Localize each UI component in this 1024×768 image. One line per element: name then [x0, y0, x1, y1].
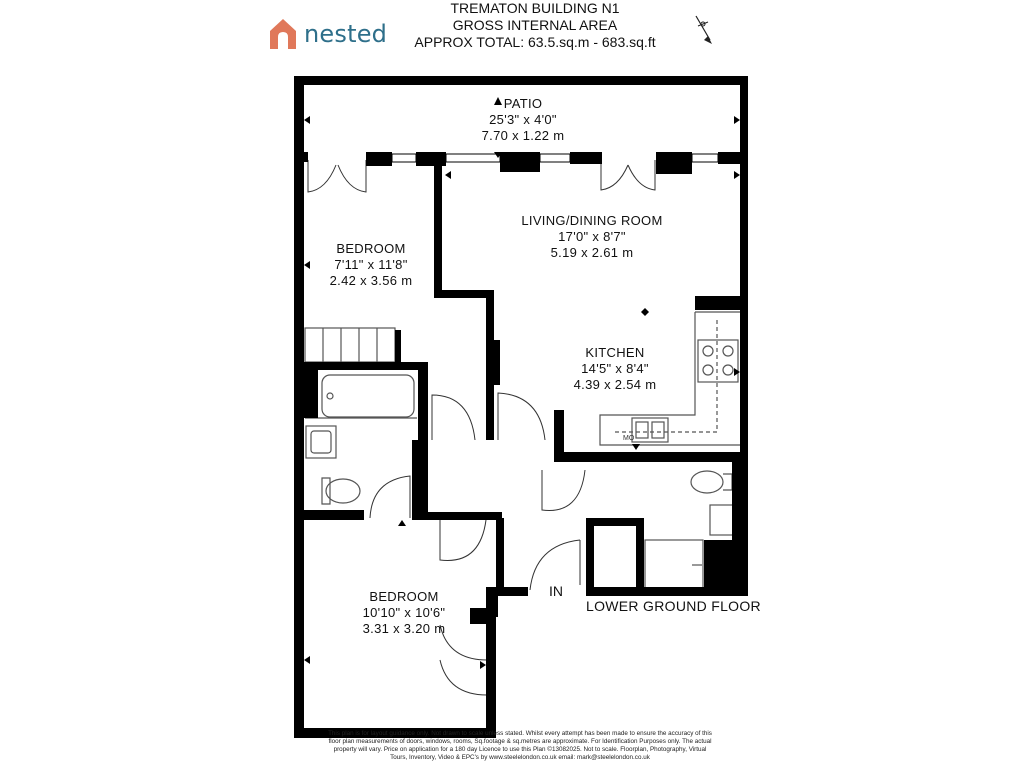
walls: [294, 76, 748, 738]
total-area: APPROX TOTAL: 63.5.sq.m - 683.sq.ft: [414, 34, 656, 50]
ensuite-toilet-icon: [691, 471, 723, 493]
room-metric: 4.39 x 2.54 m: [573, 377, 657, 392]
microwave-label: MO: [623, 435, 635, 442]
room-metric: 3.31 x 3.20 m: [362, 621, 446, 636]
entrance-label: IN: [549, 583, 563, 599]
room-kitchen: [540, 345, 690, 393]
room-imperial: 10'10" x 10'6": [362, 605, 446, 620]
room-name: PATIO: [503, 96, 543, 111]
room-imperial: 17'0" x 8'7": [558, 229, 626, 244]
disclaimer-line: floor plan measurements of doors, windows, rooms, Sq.footage & sq.metres are approximate. For Identification Purposes only. The actual: [328, 738, 712, 745]
room-bedroom-2: [334, 589, 474, 637]
disclaimer-footer: [290, 730, 750, 762]
room-name: KITCHEN: [585, 345, 645, 360]
stairs-icon: [305, 328, 395, 362]
disclaimer-line: property will vary. Price on application for a 180 day Licence to use this Plan ©13082025. Not to scale. Floorplan, Photography, Virtual: [333, 746, 707, 753]
room-imperial: 7'11" x 11'8": [334, 257, 408, 272]
room-patio: [448, 96, 598, 144]
hob-icon: [698, 340, 738, 382]
room-living-dining: [500, 213, 684, 261]
room-name: LIVING/DINING ROOM: [521, 213, 663, 228]
room-imperial: 14'5" x 8'4": [581, 361, 649, 376]
room-name: BEDROOM: [336, 241, 406, 256]
area-label: GROSS INTERNAL AREA: [452, 17, 618, 33]
room-metric: 5.19 x 2.61 m: [550, 245, 634, 260]
room-metric: 2.42 x 3.56 m: [329, 273, 413, 288]
floor-label: LOWER GROUND FLOOR: [586, 598, 761, 614]
room-imperial: 25'3" x 4'0": [489, 112, 557, 127]
building-name: TREMATON BUILDING N1: [450, 0, 620, 16]
door-swing: [308, 160, 336, 192]
room-metric: 7.70 x 1.22 m: [481, 128, 565, 143]
disclaimer-line: This plan is for layout guidance only. Not drawn to scale unless stated. Whilst every attempt has been made to ensure the accuracy of this: [328, 730, 712, 737]
bathtub-icon: [322, 375, 414, 417]
disclaimer-line: Tours, Inventory, Video & EPC's by www.steelelondon.co.uk email: mark@steelelondon.co.uk: [390, 754, 650, 761]
shower-icon: [645, 540, 703, 588]
brand-name: nested: [304, 20, 388, 48]
room-bedroom-1: [306, 241, 436, 289]
door-swing: [432, 395, 475, 440]
room-name: BEDROOM: [369, 589, 439, 604]
